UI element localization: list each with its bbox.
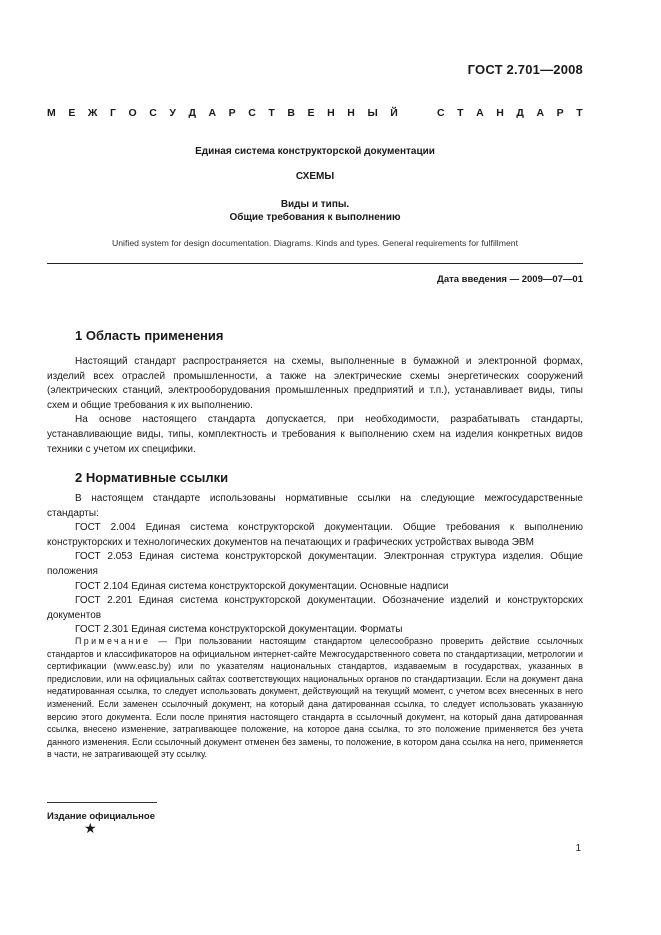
banner-letter: Й — [390, 107, 398, 119]
banner-letter: В — [287, 107, 295, 119]
banner-letter: Т — [576, 107, 583, 119]
banner-letter: Е — [307, 107, 315, 119]
banner-letter: Н — [347, 107, 355, 119]
note-label: Примечание — [75, 636, 151, 646]
section-1-paragraph-2: На основе настоящего стандарта допускается, при необходимости, разрабатывать стандарты, устанавливающие виды, типы, комплектность и требования к выполнению схем на изделия конкретных видов техники с учетом их специфики. — [47, 414, 583, 455]
note — [47, 635, 583, 761]
banner-letter: У — [169, 107, 176, 119]
english-title: Unified system for design documentation. Diagrams. Kinds and types. General requirements for fulfillment — [111, 238, 519, 248]
subject-title: СХЕМЫ — [295, 171, 335, 182]
note-text: — При пользовании настоящим стандартом целесообразно проверить действие ссылочных стандартов и классификаторов на официальном интернет-сайте Межгосударственного совета по стандартизации, метрологии и сертификации (www.easc.by) или по указателям национальных стандартов, издаваемым в государствах, указанных в предисловии, или на официальных сайтах соответствующих национальных органов по стандартизации. Если на документ дана недатированная ссылка, то следует использовать документ, действующий на текущий момент, с учетом всех внесенных в него изменений. Если заменен ссылочный документ, на который дана датированная ссылка, то следует использовать указанную версию этого документа. Если после принятия настоящего стандарта в ссылочный документ, на который дана датированная ссылка, внесено изменение, затрагивающее положение, на которое дана ссылка, то это положение применяется без учета данного изменения. Если ссылочный документ отменен без замены, то положение, в котором дана ссылка на него, применяется в части, не затрагивающей эту ссылку. — [47, 636, 583, 760]
official-edition-label: Издание официальное — [47, 811, 155, 822]
banner-letter: Т — [457, 107, 464, 119]
banner-letter: М — [47, 107, 56, 119]
banner-letter: Р — [228, 107, 236, 119]
banner-letter: С — [436, 107, 445, 119]
banner-letter: Н — [327, 107, 335, 119]
document-number: ГОСТ 2.701—2008 — [467, 62, 583, 77]
subtitle-requirements: Общие требования к выполнению — [229, 212, 401, 223]
introduction-date: Дата введения — 2009—07—01 — [437, 274, 583, 285]
banner-gap — [410, 107, 424, 119]
star-icon: ★ — [84, 820, 97, 836]
banner-letter: С — [149, 107, 157, 119]
banner-letter: Д — [188, 107, 196, 119]
section-1-body — [47, 355, 583, 457]
footer-divider — [47, 802, 157, 803]
banner-letter: Ж — [87, 107, 98, 119]
banner-letter: А — [536, 107, 545, 119]
subtitle — [47, 198, 583, 224]
banner-letter: Н — [496, 107, 504, 119]
subtitle-kinds: Виды и типы. — [280, 199, 350, 210]
banner-letter: О — [128, 107, 137, 119]
title-divider — [47, 263, 583, 264]
system-title: Единая система конструкторской документации — [195, 146, 435, 157]
banner-letter: Р — [556, 107, 564, 119]
section-2-paragraph-1: В настоящем стандарте использованы нормативные ссылки на следующие межгосударственные стандарты: — [47, 493, 583, 519]
banner-letter: Д — [516, 107, 524, 119]
reference-item: ГОСТ 2.104 Единая система конструкторской документации. Основные надписи — [75, 580, 449, 592]
banner-letter: Ы — [367, 107, 378, 119]
banner-letter: С — [248, 107, 256, 119]
banner-letter: Е — [68, 107, 76, 119]
banner-letter: А — [476, 107, 484, 119]
banner-letter: Г — [109, 107, 116, 119]
reference-item: ГОСТ 2.053 Единая система конструкторской документации. Электронная структура изделия. Общие положения — [47, 551, 583, 577]
reference-item: ГОСТ 2.301 Единая система конструкторской документации. Форматы — [75, 624, 403, 636]
section-1-paragraph-1: Настоящий стандарт распространяется на схемы, выполненные в бумажной и электронной формах, изделий всех отраслей промышленности, а также на электрические схемы энергетических сооружений (электрических станций, электрооборудования промышленных предприятий и т.п.), устанавливает виды, типы схем и общие требования к их выполнению. — [47, 356, 583, 411]
note-paragraph — [47, 635, 583, 761]
reference-item: ГОСТ 2.004 Единая система конструкторской документации. Общие требования к выполнению конструкторских и технологических документов на печатающих и графических устройствах вывода ЭВМ — [47, 522, 583, 548]
section-2-body — [47, 492, 583, 638]
banner-letter: А — [208, 107, 217, 119]
reference-item: ГОСТ 2.201 Единая система конструкторской документации. Обозначение изделий и конструкторских документов — [47, 595, 583, 621]
section-1-heading: 1 Область применения — [75, 328, 224, 343]
banner-letter: Т — [268, 107, 275, 119]
interstate-standard-banner — [47, 107, 583, 119]
page-number: 1 — [575, 843, 581, 854]
section-2-heading: 2 Нормативные ссылки — [75, 470, 229, 485]
